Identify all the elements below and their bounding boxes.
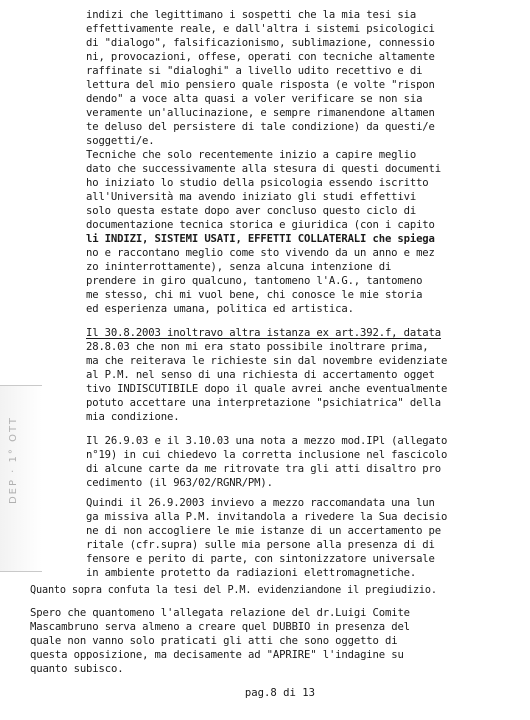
text-line: quale non vanno solo praticati gli atti che sono oggetto di	[30, 635, 398, 647]
text-line: di alcune carte da me ritrovate tra gli atti disaltro pro	[86, 463, 441, 475]
text-line: ho iniziato lo studio della psicologia essendo iscritto	[86, 177, 429, 189]
text-line: fensore e perito di parte, con sintonizzatore universale	[86, 553, 435, 565]
text-line: al P.M. nel senso di una richiesta di accertamento ogget	[86, 369, 435, 381]
text-line: ed esperienza umana, politica ed artistica.	[86, 303, 354, 315]
text-line: zo ininterrottamente), senza alcuna intenzione di	[86, 261, 392, 273]
text-line: soggetti/e.	[86, 135, 155, 147]
text-line: Il 30.8.2003 inoltravo altra istanza ex art.392.f, datata	[86, 327, 441, 339]
text-line: effettivamente reale, e dall'altra i sistemi psicologici	[86, 23, 435, 35]
text-line: indizi che legittimano i sospetti che la mia tesi sia	[86, 9, 417, 21]
text-line: dendo" a voce alta quasi a voler verificare se non sia	[86, 93, 423, 105]
text-line: ritale (cfr.supra) sulle mia persone alla presenza di di	[86, 539, 435, 551]
text-line: ga missiva alla P.M. invitandola a rivedere la Sua decisio	[86, 511, 448, 523]
text-line: veramente un'allucinazione, e sempre rimanendone altamen	[86, 107, 435, 119]
text-line: n°19) in cui chiedevo la corretta inclusione nel fascicolo	[86, 449, 448, 461]
text-line: cedimento (il 963/02/RGNR/PM).	[86, 477, 273, 489]
text-line: di "dialogo", falsificazionismo, sublimazione, connessio	[86, 37, 435, 49]
text-line: solo questa estate dopo aver concluso questo ciclo di	[86, 205, 417, 217]
text-line: mia condizione.	[86, 411, 180, 423]
text-line: ma che reiterava le richieste sin dal novembre evidenziate	[86, 355, 448, 367]
text-line: dato che successivamente alla stesura di questi documenti	[86, 163, 441, 175]
text-line: all'Università ma avendo iniziato gli studi effettivi	[86, 191, 417, 203]
page-number-footer	[0, 686, 530, 700]
text-line: Quanto sopra confuta la tesi del P.M. evidenziandone il pregiudizio.	[30, 585, 437, 596]
text-line: potuto accettare una interpretazione "psichiatrica" della	[86, 397, 441, 409]
text-line: 28.8.03 che non mi era stato possibile inoltrare prima,	[86, 341, 429, 353]
page-number: pag.8 di 13	[244, 687, 316, 699]
text-line: Tecniche che solo recentemente inizio a capire meglio	[86, 149, 417, 161]
text-line: Mascambruno serva almeno a creare quel DUBBIO in presenza del	[30, 621, 410, 633]
text-line: raffinate si "dialoghi" a livello udito recettivo e di	[86, 65, 423, 77]
text-line: lettura del mio pensiero quale risposta (e volte "rispon	[86, 79, 435, 91]
text-line: documentazione tecnica storica e giuridica (con i capito	[86, 219, 435, 231]
text-line: no e raccontano meglio come sto vivendo da un anno e mez	[86, 247, 435, 259]
text-line: ni, provocazioni, offese, operati con tecniche altamente	[86, 51, 435, 63]
text-line: te deluso del persistere di tale condizione) da questi/e	[86, 121, 435, 133]
text-line: in ambiente protetto da radiazioni elettromagnetiche.	[86, 567, 417, 579]
text-line: quanto subisco.	[30, 663, 124, 675]
text-line: Il 26.9.03 e il 3.10.03 una nota a mezzo mod.IPl (allegato	[86, 435, 448, 447]
text-line: questa opposizione, ma decisamente ad "APRIRE" l'indagine su	[30, 649, 404, 661]
margin-stamp	[0, 385, 42, 572]
text-line: me stesso, chi mi vuol bene, chi conosce le mie storia	[86, 289, 423, 301]
text-line: Spero che quantomeno l'allegata relazione del dr.Luigi Comite	[30, 607, 410, 619]
text-line: Quindi il 26.9.2003 invievo a mezzo raccomandata una lun	[86, 497, 435, 509]
text-line: prendere in giro qualcuno, tantomeno l'A.G., tantomeno	[86, 275, 423, 287]
text-line: ne di non accogliere le mie istanze di un accertamento pe	[86, 525, 441, 537]
stamp-text: DEP · 1° OTT	[8, 416, 19, 505]
text-line: tivo INDISCUTIBILE dopo il quale avrei anche eventualmente	[86, 383, 448, 395]
text-line: li INDIZI, SISTEMI USATI, EFFETTI COLLATERALI che spiega	[86, 233, 435, 245]
